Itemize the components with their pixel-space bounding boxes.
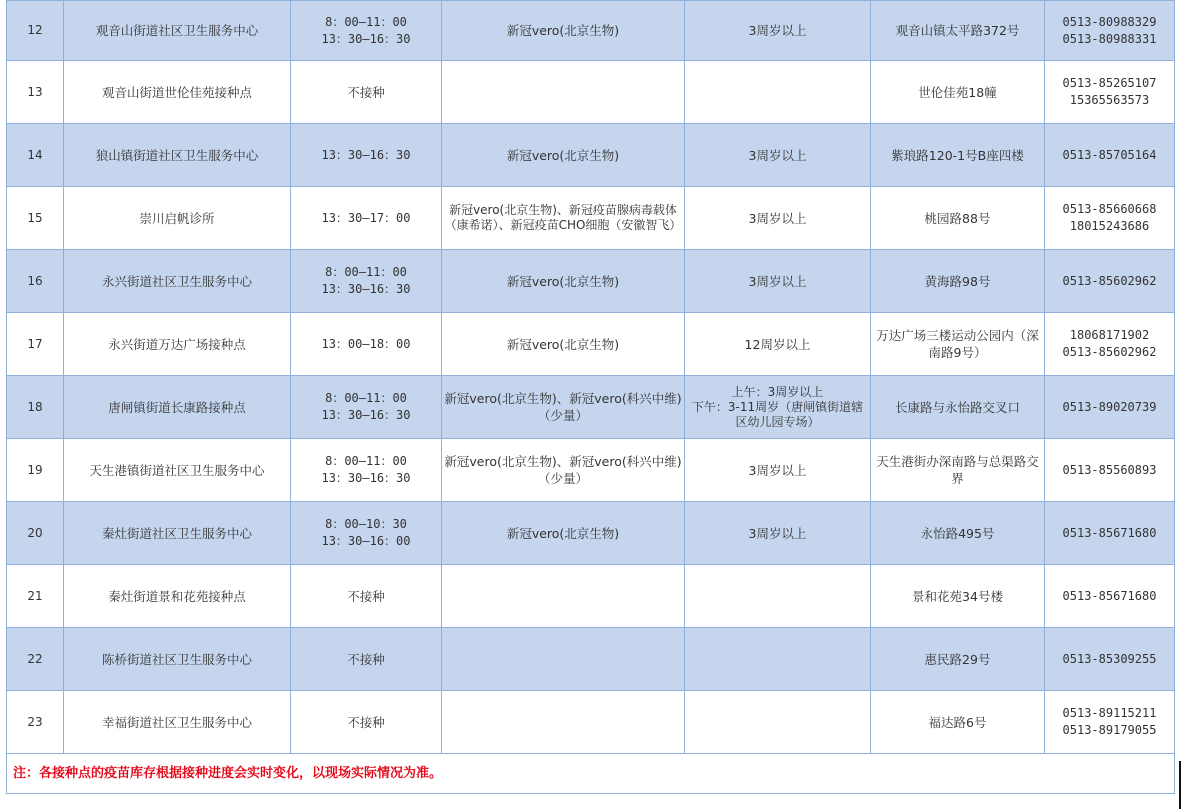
eligible-age: 3周岁以上: [685, 124, 871, 187]
service-hours: 8：00–10：30 13：30–16：00: [291, 502, 442, 565]
eligible-age: 3周岁以上: [685, 250, 871, 313]
contact-phone: 0513-89020739: [1045, 376, 1175, 439]
row-number: 12: [7, 1, 64, 61]
site-name: 天生港镇街道社区卫生服务中心: [64, 439, 291, 502]
eligible-age: [685, 61, 871, 124]
row-number: 22: [7, 628, 64, 691]
vaccination-site-table: [6, 0, 1175, 794]
table-row: [7, 124, 1175, 187]
stock-note: 注：各接种点的疫苗库存根据接种进度会实时变化，以现场实际情况为准。: [7, 754, 1175, 794]
contact-phone: 18068171902 0513-85602962: [1045, 313, 1175, 376]
eligible-age: 12周岁以上: [685, 313, 871, 376]
contact-phone: 0513-85560893: [1045, 439, 1175, 502]
site-address: 景和花苑34号楼: [871, 565, 1045, 628]
row-number: 20: [7, 502, 64, 565]
contact-phone: 0513-80988329 0513-80988331: [1045, 1, 1175, 61]
site-address: 万达广场三楼运动公园内（深南路9号）: [871, 313, 1045, 376]
table-row: [7, 565, 1175, 628]
vaccine-type: 新冠vero(北京生物): [442, 1, 685, 61]
contact-phone: 0513-85309255: [1045, 628, 1175, 691]
service-hours: 13：00—18：00: [291, 313, 442, 376]
site-address: 福达路6号: [871, 691, 1045, 754]
vaccine-type: 新冠vero(北京生物)、新冠疫苗腺病毒载体（康希诺）、新冠疫苗CHO细胞（安徽智飞）: [442, 187, 685, 250]
site-name: 永兴街道万达广场接种点: [64, 313, 291, 376]
service-hours: 8：00–11：00 13：30–16：30: [291, 1, 442, 61]
table-row: [7, 628, 1175, 691]
service-hours: 13：30—17：00: [291, 187, 442, 250]
vaccine-type: [442, 628, 685, 691]
vaccine-type: [442, 565, 685, 628]
site-address: 永怡路495号: [871, 502, 1045, 565]
table-row: [7, 313, 1175, 376]
table-row: [7, 439, 1175, 502]
site-name: 永兴街道社区卫生服务中心: [64, 250, 291, 313]
service-hours: 8：00–11：00 13：30–16：30: [291, 439, 442, 502]
contact-phone: 0513-85660668 18015243686: [1045, 187, 1175, 250]
table-row: [7, 61, 1175, 124]
eligible-age: [685, 691, 871, 754]
eligible-age: 上午：3周岁以上 下午：3-11周岁（唐闸镇街道辖区幼儿园专场）: [685, 376, 871, 439]
contact-phone: 0513-85705164: [1045, 124, 1175, 187]
vaccine-type: [442, 691, 685, 754]
site-name: 观音山街道世伦佳苑接种点: [64, 61, 291, 124]
contact-phone: 0513-89115211 0513-89179055: [1045, 691, 1175, 754]
table-row: [7, 250, 1175, 313]
row-number: 15: [7, 187, 64, 250]
table-row: [7, 376, 1175, 439]
row-number: 17: [7, 313, 64, 376]
vaccine-type: 新冠vero(北京生物): [442, 502, 685, 565]
service-hours: 不接种: [291, 565, 442, 628]
note-row: [7, 754, 1175, 794]
contact-phone: 0513-85671680: [1045, 565, 1175, 628]
eligible-age: 3周岁以上: [685, 439, 871, 502]
eligible-age: [685, 628, 871, 691]
service-hours: 不接种: [291, 691, 442, 754]
table-row: [7, 691, 1175, 754]
site-name: 陈桥街道社区卫生服务中心: [64, 628, 291, 691]
row-number: 19: [7, 439, 64, 502]
site-name: 观音山街道社区卫生服务中心: [64, 1, 291, 61]
vaccine-type: 新冠vero(北京生物): [442, 250, 685, 313]
site-name: 秦灶街道景和花苑接种点: [64, 565, 291, 628]
service-hours: 13：30—16：30: [291, 124, 442, 187]
site-name: 幸福街道社区卫生服务中心: [64, 691, 291, 754]
row-number: 21: [7, 565, 64, 628]
row-number: 18: [7, 376, 64, 439]
vaccine-type: 新冠vero(北京生物)、新冠vero(科兴中维)（少量）: [442, 439, 685, 502]
service-hours: 8：00–11：00 13：30–16：30: [291, 376, 442, 439]
vaccine-type: 新冠vero(北京生物): [442, 124, 685, 187]
eligible-age: 3周岁以上: [685, 187, 871, 250]
eligible-age: 3周岁以上: [685, 1, 871, 61]
site-address: 惠民路29号: [871, 628, 1045, 691]
site-address: 紫琅路120-1号B座四楼: [871, 124, 1045, 187]
site-name: 狼山镇街道社区卫生服务中心: [64, 124, 291, 187]
table-row: [7, 1, 1175, 61]
site-address: 黄海路98号: [871, 250, 1045, 313]
site-address: 世伦佳苑18幢: [871, 61, 1045, 124]
site-name: 秦灶街道社区卫生服务中心: [64, 502, 291, 565]
site-address: 观音山镇太平路372号: [871, 1, 1045, 61]
vaccine-type: 新冠vero(北京生物): [442, 313, 685, 376]
table-row: [7, 502, 1175, 565]
row-number: 13: [7, 61, 64, 124]
service-hours: 8：00–11：00 13：30–16：30: [291, 250, 442, 313]
vaccine-type: 新冠vero(北京生物)、新冠vero(科兴中维)（少量）: [442, 376, 685, 439]
eligible-age: [685, 565, 871, 628]
vaccine-type: [442, 61, 685, 124]
site-address: 桃园路88号: [871, 187, 1045, 250]
row-number: 14: [7, 124, 64, 187]
service-hours: 不接种: [291, 61, 442, 124]
site-address: 长康路与永怡路交叉口: [871, 376, 1045, 439]
site-name: 崇川启帆诊所: [64, 187, 291, 250]
contact-phone: 0513-85265107 15365563573: [1045, 61, 1175, 124]
eligible-age: 3周岁以上: [685, 502, 871, 565]
contact-phone: 0513-85671680: [1045, 502, 1175, 565]
vaccination-site-table-container: [6, 0, 1174, 794]
service-hours: 不接种: [291, 628, 442, 691]
table-row: [7, 187, 1175, 250]
row-number: 16: [7, 250, 64, 313]
contact-phone: 0513-85602962: [1045, 250, 1175, 313]
row-number: 23: [7, 691, 64, 754]
site-address: 天生港街办深南路与总渠路交界: [871, 439, 1045, 502]
site-name: 唐闸镇街道长康路接种点: [64, 376, 291, 439]
